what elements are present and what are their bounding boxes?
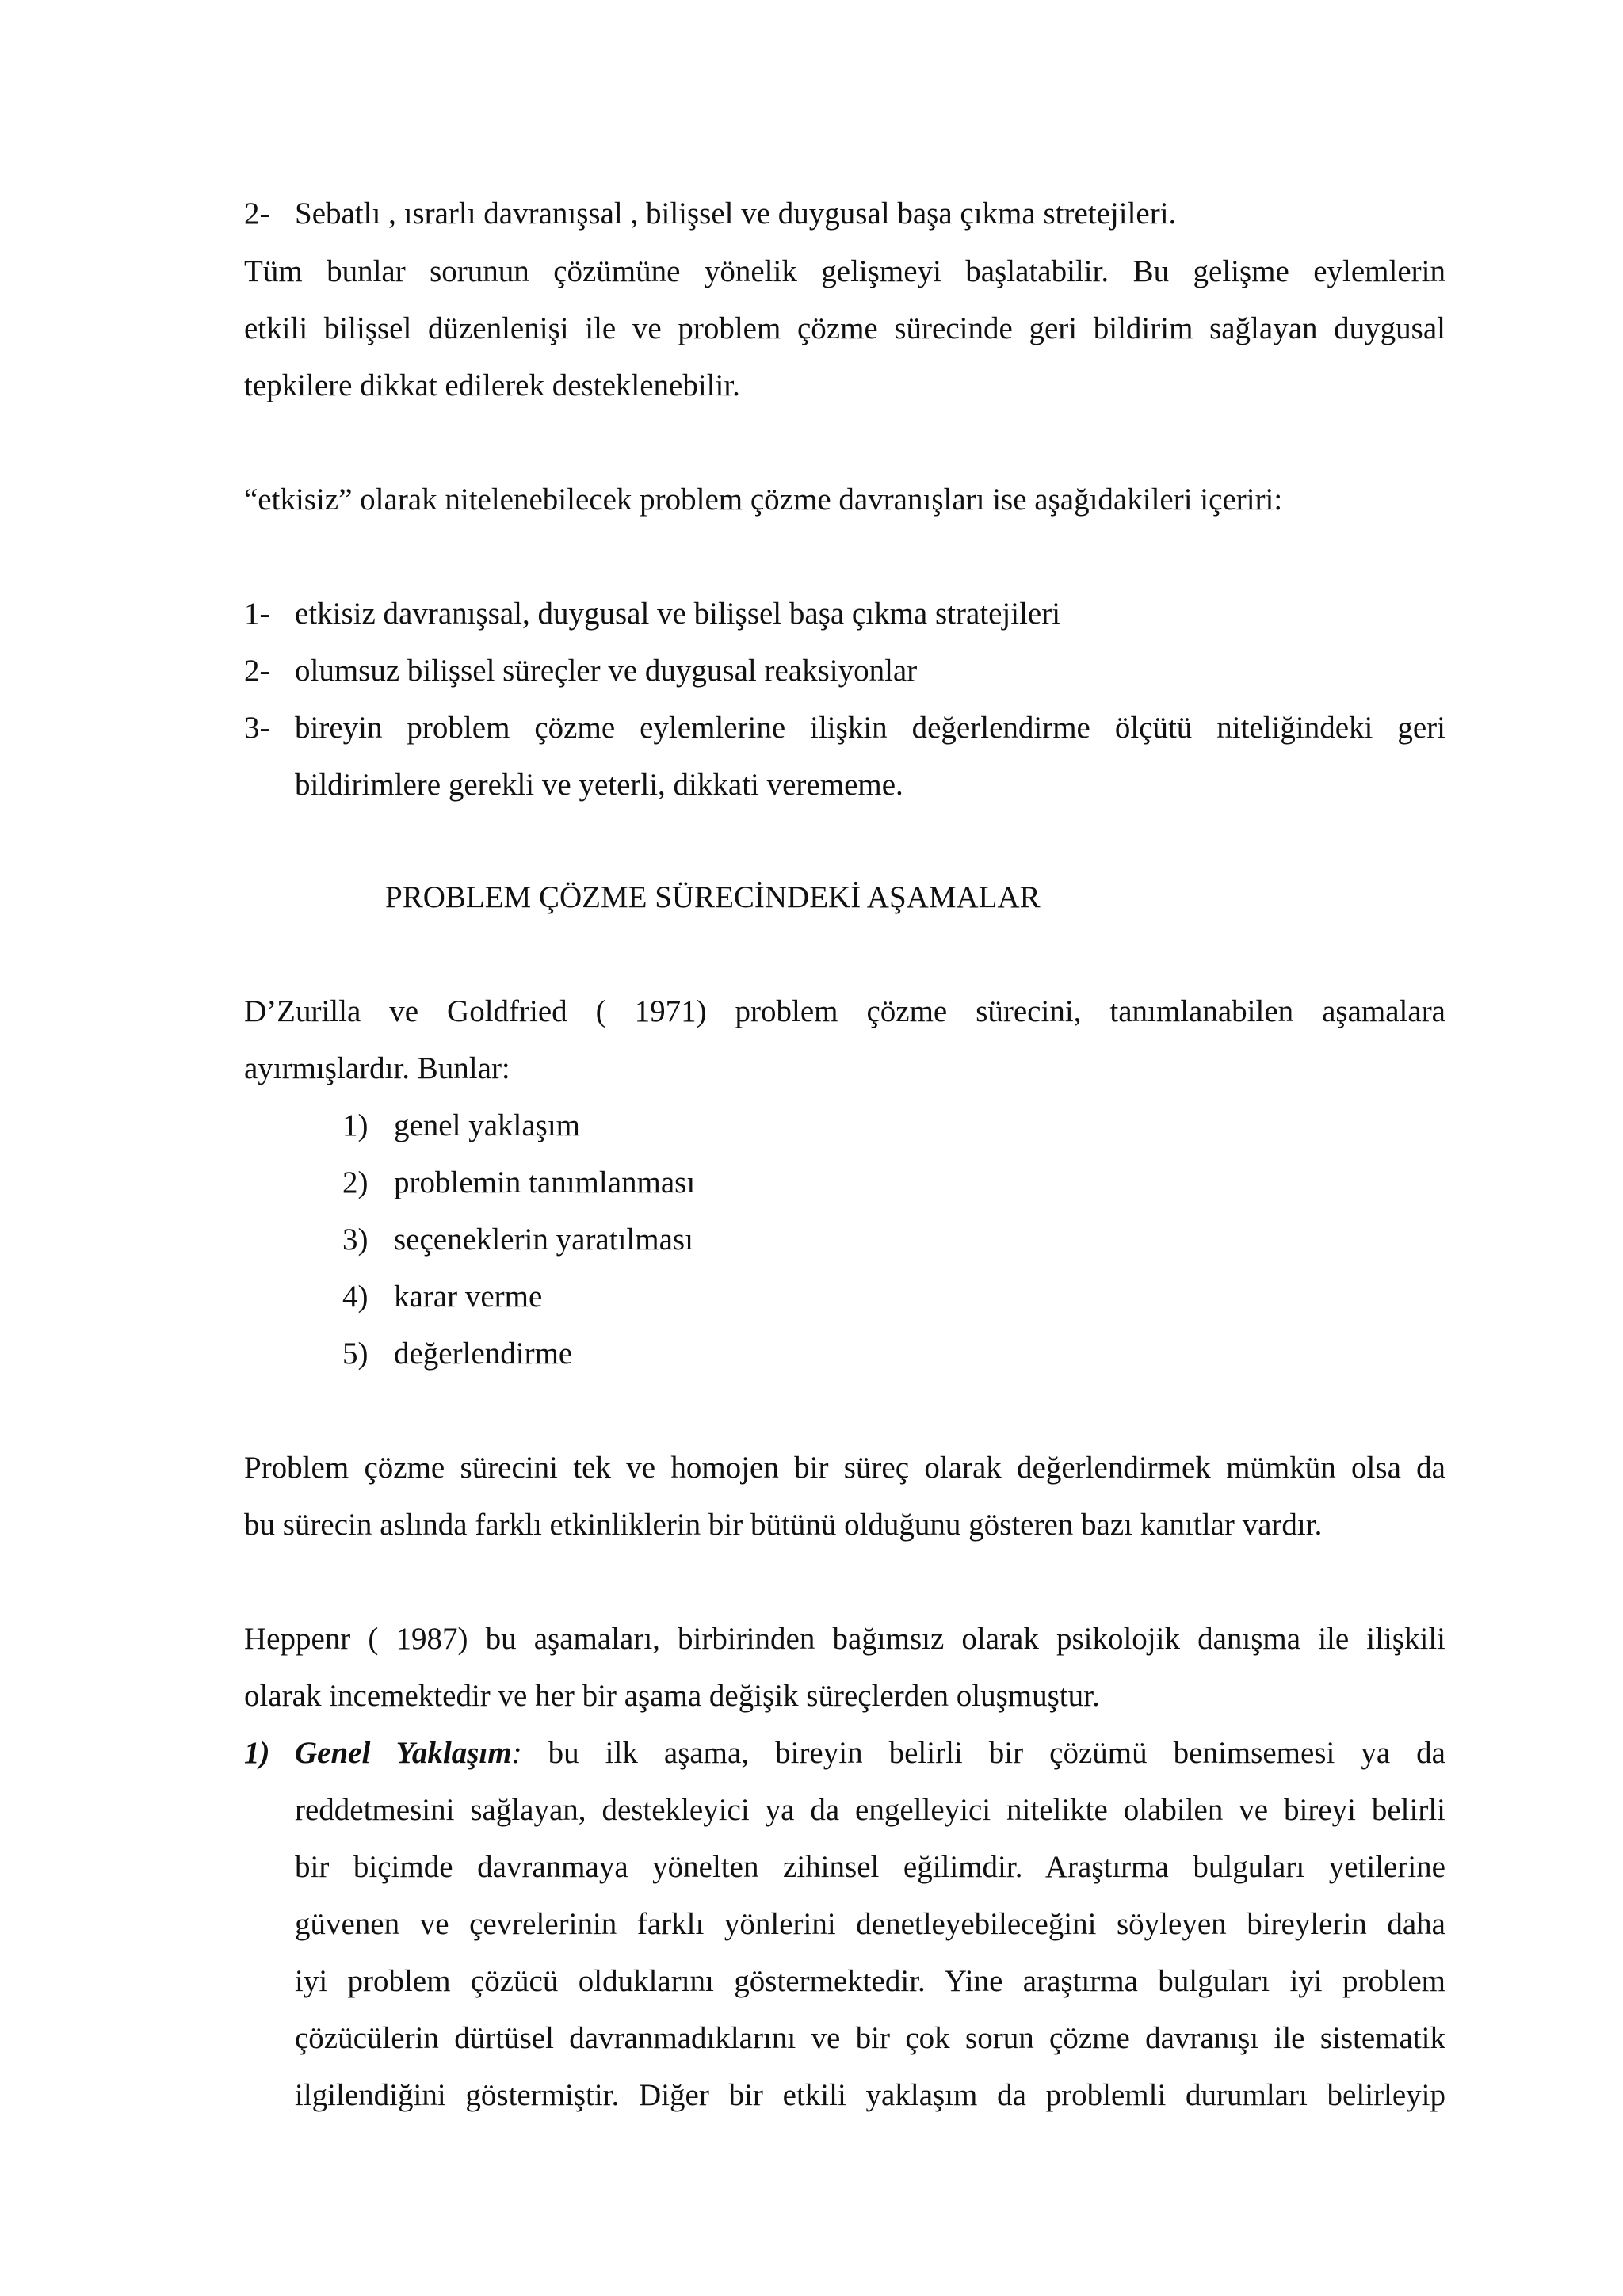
paragraph-line: iyi problem çözücü olduklarını göstermektedir. Yine araştırma bulguları iyi problem — [295, 1964, 1445, 1998]
paragraph-line: bu sürecin aslında farklı etkinliklerin bir bütünü olduğunu gösteren bazı kanıtlar vardır. — [244, 1508, 1323, 1542]
paragraph-line: Problem çözme sürecini tek ve homojen bir süreç olarak değerlendirmek mümkün olsa da — [244, 1451, 1445, 1485]
general-approach-colon: : — [511, 1736, 522, 1770]
paragraph-line: reddetmesini sağlayan, destekleyici ya da engelleyici nitelikte olabilen ve bireyi belirli — [295, 1793, 1445, 1827]
list-item-text: etkisiz davranışsal, duygusal ve bilişsel başa çıkma stratejileri — [295, 597, 1061, 631]
general-approach-title: Genel Yaklaşım — [295, 1736, 512, 1770]
list-item-text: genel yaklaşım — [394, 1108, 581, 1142]
list-number: 2- — [244, 654, 270, 688]
list-number: 5) — [342, 1337, 369, 1371]
list-item-text: Sebatlı , ısrarlı davranışsal , bilişsel ve duygusal başa çıkma stretejileri. — [295, 196, 1177, 231]
list-item-text: seçeneklerin yaratılması — [394, 1222, 693, 1257]
paragraph-line: bir biçimde davranmaya yönelten zihinsel eğilimdir. Araştırma bulguları yetilerine — [295, 1850, 1445, 1884]
list-number: 3- — [244, 711, 270, 745]
list-number: 1- — [244, 597, 270, 631]
list-item-text: olumsuz bilişsel süreçler ve duygusal reaksiyonlar — [295, 654, 918, 688]
paragraph-line: çözücülerin dürtüsel davranmadıklarını ve bir çok sorun çözme davranışı ile sistematik — [295, 2021, 1445, 2055]
paragraph-line: tepkilere dikkat edilerek desteklenebilir. — [244, 368, 740, 402]
list-number: 2) — [342, 1165, 369, 1199]
paragraph-line: Heppenr ( 1987) bu aşamaları, birbirinden bağımsız olarak psikolojik danışma ile ilişkili — [244, 1622, 1445, 1656]
list-item-text: bireyin problem çözme eylemlerine ilişkin değerlendirme ölçütü niteliğindeki geri — [295, 711, 1445, 745]
list-item-text: karar verme — [394, 1280, 543, 1314]
paragraph-line: D’Zurilla ve Goldfried ( 1971) problem çözme sürecini, tanımlanabilen aşamalara — [244, 994, 1445, 1028]
paragraph-line: “etkisiz” olarak nitelenebilecek problem çözme davranışları ise aşağıdakileri içeriri: — [244, 482, 1283, 517]
paragraph-line: ilgilendiğini göstermiştir. Diğer bir etkili yaklaşım da problemli durumları belirleyip — [295, 2078, 1445, 2112]
list-item-text: problemin tanımlanması — [394, 1165, 696, 1199]
list-number: 1) — [342, 1108, 369, 1142]
paragraph-line: Tüm bunlar sorunun çözümüne yönelik gelişmeyi başlatabilir. Bu gelişme eylemlerin — [244, 254, 1445, 288]
general-approach-first-line-text: bu ilk aşama, bireyin belirli bir çözümü benimsemesi ya da — [548, 1736, 1445, 1770]
list-item-text: değerlendirme — [394, 1337, 573, 1371]
list-number: 2- — [244, 196, 270, 231]
list-number: 4) — [342, 1280, 369, 1314]
paragraph-line: ayırmışlardır. Bunlar: — [244, 1051, 510, 1085]
list-item-text: bildirimlere gerekli ve yeterli, dikkati verememe. — [295, 768, 903, 802]
general-approach-first-line — [295, 1733, 1445, 1773]
paragraph-line: olarak incemektedir ve her bir aşama değişik süreçlerden oluşmuştur. — [244, 1679, 1100, 1713]
list-number: 3) — [342, 1222, 369, 1257]
list-number: 1) — [244, 1736, 270, 1770]
section-heading: PROBLEM ÇÖZME SÜRECİNDEKİ AŞAMALAR — [385, 880, 1041, 914]
paragraph-line: etkili bilişsel düzenlenişi ile ve problem çözme sürecinde geri bildirim sağlayan duygusal — [244, 311, 1445, 345]
paragraph-line: güvenen ve çevrelerinin farklı yönlerini denetleyebileceğini söyleyen bireylerin daha — [295, 1907, 1445, 1941]
